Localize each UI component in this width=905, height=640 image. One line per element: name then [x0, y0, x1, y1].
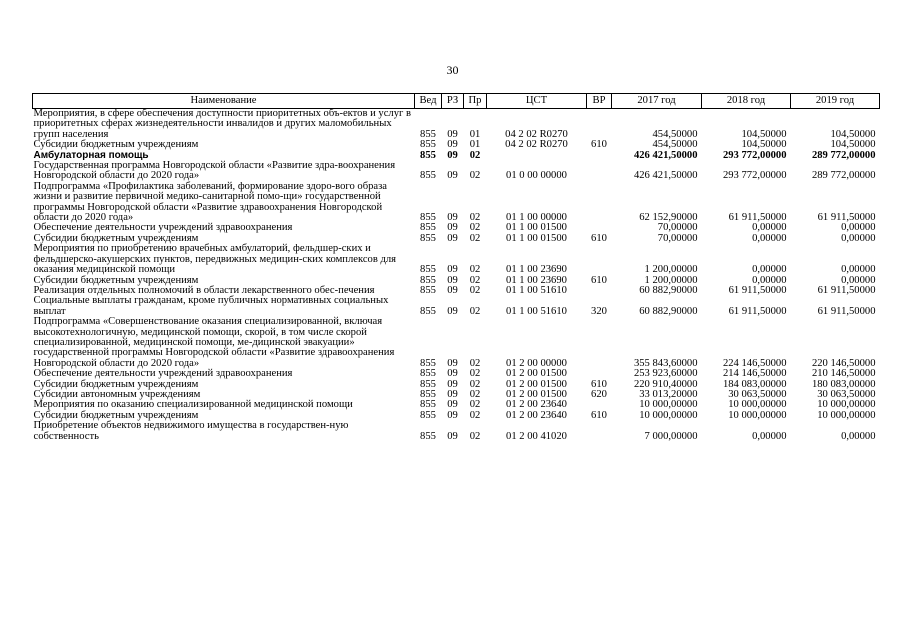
row-value-2018: 224 146,50000	[722, 357, 787, 369]
row-value-2017: 1 200,00000	[644, 264, 698, 276]
row-cst: 01 2 00 01500	[506, 378, 567, 390]
row-rz: 09	[447, 388, 458, 400]
row-value-2018: 30 063,50000	[728, 388, 787, 400]
row-ved: 855	[420, 212, 436, 224]
row-name: Социальные выплаты гражданам, кроме публичных нормативных социальных выплат	[33, 295, 389, 317]
row-rz: 09	[447, 409, 458, 421]
row-cst: 01 0 00 00000	[506, 170, 567, 182]
header-2019: 2019 год	[791, 94, 880, 109]
budget-table	[32, 93, 880, 442]
row-pr: 02	[469, 264, 481, 276]
row-vr	[587, 182, 612, 224]
row-cst: 01 2 00 23640	[506, 409, 567, 421]
row-cst: 01 1 00 23690	[506, 264, 567, 276]
row-vr	[587, 244, 612, 275]
header-ved: Вед	[415, 94, 442, 109]
row-value-2017: 10 000,00000	[639, 399, 698, 411]
row-vr	[587, 421, 612, 442]
row-pr: 02	[469, 149, 481, 161]
row-value-2017: 62 152,90000	[639, 212, 698, 224]
row-cst: 04 2 02 R0270	[505, 139, 568, 151]
row-rz: 09	[447, 139, 458, 151]
row-cst: 01 1 00 51610	[506, 305, 567, 317]
row-ved: 855	[420, 274, 436, 286]
row-pr: 02	[469, 368, 481, 380]
row-value-2019: 104,50000	[830, 139, 876, 151]
row-vr: 610	[591, 274, 607, 286]
row-value-2018: 0,00000	[752, 232, 787, 244]
row-pr: 02	[469, 232, 481, 244]
row-value-2017: 426 421,50000	[633, 170, 698, 182]
row-value-2017: 10 000,00000	[639, 409, 698, 421]
table-row	[33, 421, 880, 442]
row-ved: 855	[420, 128, 436, 140]
row-value-2017: 1 200,00000	[644, 274, 698, 286]
row-value-2019: 61 911,50000	[817, 212, 876, 224]
row-rz: 09	[447, 305, 458, 317]
row-cst: 01 2 00 41020	[506, 430, 567, 442]
row-cst: 01 1 00 01500	[506, 232, 567, 244]
row-cst: 01 2 00 01500	[506, 368, 567, 380]
header-2018: 2018 год	[702, 94, 791, 109]
row-value-2019: 0,00000	[841, 430, 876, 442]
row-value-2018: 0,00000	[752, 430, 787, 442]
row-vr	[587, 369, 612, 379]
row-value-2018: 0,00000	[752, 274, 787, 286]
row-ved: 855	[420, 399, 436, 411]
row-name: Субсидии бюджетным учреждениям	[33, 232, 199, 244]
row-ved: 855	[420, 430, 436, 442]
row-value-2017: 355 843,60000	[633, 357, 698, 369]
row-value-2019: 0,00000	[841, 222, 876, 234]
row-pr: 02	[469, 170, 481, 182]
row-pr: 02	[469, 212, 481, 224]
row-value-2018: 10 000,00000	[728, 409, 787, 421]
row-value-2019: 0,00000	[841, 232, 876, 244]
row-ved: 855	[420, 368, 436, 380]
row-ved: 855	[420, 305, 436, 317]
row-name: Субсидии бюджетным учреждениям	[33, 139, 199, 151]
row-name: Подпрограмма «Профилактика заболеваний, формирование здоро-вого образа жизни и развитие первичной медико-санитарной помо-щи» государственной программы Новгородской области «Развитие здравоохранения Новгородской области до 2020 года»	[33, 180, 387, 224]
header-2017: 2017 год	[612, 94, 702, 109]
row-value-2019: 61 911,50000	[817, 284, 876, 296]
row-name: Амбулаторная помощь	[33, 149, 149, 161]
row-ved: 855	[420, 170, 436, 182]
row-ved: 855	[420, 149, 436, 161]
row-value-2017: 253 923,60000	[633, 368, 698, 380]
row-name: Подпрограмма «Совершенствование оказания специализированной, включая высокотехнологичную, медицинской помощи, скорой, в том числе скорой специализированной, медицинской помощи, ме-дицинской эвакуации» государственной программы Новгородской области «Развитие здравоохранения Новгородской области до 2020 года»	[33, 316, 395, 369]
row-value-2018: 293 772,00000	[722, 149, 787, 161]
row-vr	[587, 161, 612, 182]
row-ved: 855	[420, 284, 436, 296]
row-pr: 02	[469, 399, 481, 411]
row-value-2019: 61 911,50000	[817, 305, 876, 317]
row-ved: 855	[420, 232, 436, 244]
row-pr: 02	[469, 274, 481, 286]
row-ved: 855	[420, 378, 436, 390]
row-value-2019: 180 083,00000	[811, 378, 876, 390]
row-cst: 01 2 00 01500	[506, 388, 567, 400]
table-header-row	[33, 94, 880, 109]
row-rz: 09	[447, 430, 458, 442]
row-name: Субсидии автономным учреждениям	[33, 388, 201, 400]
row-ved: 855	[420, 222, 436, 234]
row-ved: 855	[420, 139, 436, 151]
row-rz: 09	[447, 232, 458, 244]
row-rz: 09	[447, 378, 458, 390]
row-value-2018: 10 000,00000	[728, 399, 787, 411]
row-rz: 09	[447, 149, 458, 161]
row-cst: 01 1 00 01500	[506, 222, 567, 234]
row-value-2019: 220 146,50000	[811, 357, 876, 369]
row-cst: 01 2 00 23640	[506, 399, 567, 411]
row-name: Приобретение объектов недвижимого имущества в государствен-ную собственность	[33, 420, 349, 442]
row-name: Субсидии бюджетным учреждениям	[33, 378, 199, 390]
row-value-2017: 454,50000	[652, 139, 698, 151]
row-value-2019: 0,00000	[841, 264, 876, 276]
row-rz: 09	[447, 212, 458, 224]
row-vr	[587, 109, 612, 141]
row-cst: 01 1 00 51610	[506, 284, 567, 296]
row-vr: 620	[591, 388, 607, 400]
row-vr: 610	[591, 409, 607, 421]
row-ved: 855	[420, 264, 436, 276]
row-vr	[587, 317, 612, 369]
row-value-2019: 210 146,50000	[811, 368, 876, 380]
row-name: Обеспечение деятельности учреждений здравоохранения	[33, 368, 293, 380]
row-rz: 09	[447, 170, 458, 182]
row-value-2018: 0,00000	[752, 222, 787, 234]
row-ved: 855	[420, 357, 436, 369]
row-pr: 02	[469, 305, 481, 317]
row-vr: 610	[591, 378, 607, 390]
row-pr: 02	[469, 409, 481, 421]
row-value-2019: 30 063,50000	[817, 388, 876, 400]
row-ved: 855	[420, 388, 436, 400]
row-pr: 01	[469, 139, 481, 151]
row-cst: 01 1 00 00000	[506, 212, 567, 224]
row-value-2017: 454,50000	[652, 128, 698, 140]
row-vr: 610	[591, 139, 607, 151]
row-name: Мероприятия по оказанию специализированной медицинской помощи	[33, 399, 353, 411]
row-name: Реализация отдельных полномочий в области лекарственного обес-печения	[33, 284, 375, 296]
row-rz: 09	[447, 357, 458, 369]
row-value-2017: 220 910,40000	[633, 378, 698, 390]
table-row	[33, 161, 880, 182]
header-rz: РЗ	[442, 94, 464, 109]
row-rz: 09	[447, 128, 458, 140]
row-value-2019: 10 000,00000	[817, 399, 876, 411]
row-value-2017: 7 000,00000	[644, 430, 698, 442]
header-name: Наименование	[33, 94, 415, 109]
header-vr: ВР	[587, 94, 612, 109]
row-value-2018: 214 146,50000	[722, 368, 787, 380]
row-rz: 09	[447, 368, 458, 380]
table-row	[33, 109, 880, 141]
row-value-2019: 289 772,00000	[811, 170, 876, 182]
row-value-2019: 289 772,00000	[811, 149, 876, 161]
row-name: Субсидии бюджетным учреждениям	[33, 274, 199, 286]
row-value-2018: 0,00000	[752, 264, 787, 276]
row-name: Обеспечение деятельности учреждений здравоохранения	[33, 222, 293, 234]
row-cst: 04 2 02 R0270	[505, 128, 568, 140]
row-pr: 02	[469, 378, 481, 390]
row-name: Субсидии бюджетным учреждениям	[33, 409, 199, 421]
row-value-2018: 104,50000	[741, 128, 787, 140]
row-value-2017: 426 421,50000	[633, 149, 698, 161]
table-row	[33, 244, 880, 275]
row-value-2018: 184 083,00000	[722, 378, 787, 390]
row-rz: 09	[447, 399, 458, 411]
row-rz: 09	[447, 264, 458, 276]
row-vr	[587, 151, 612, 161]
table-row	[33, 182, 880, 224]
row-cst: 01 2 00 00000	[506, 357, 567, 369]
row-vr: 320	[591, 305, 607, 317]
page-number: 30	[446, 63, 459, 77]
row-pr: 02	[469, 357, 481, 369]
row-value-2017: 70,00000	[657, 222, 698, 234]
row-pr: 02	[469, 430, 481, 442]
row-value-2019: 0,00000	[841, 274, 876, 286]
table-row	[33, 317, 880, 369]
row-value-2017: 33 013,20000	[639, 388, 698, 400]
row-rz: 09	[447, 284, 458, 296]
row-rz: 09	[447, 274, 458, 286]
row-name: Мероприятия по приобретению врачебных амбулаторий, фельдшер-ских и фельдшерско-акушерских пунктов, передвижных медицин-ских комплексов для оказания медицинской помощи	[33, 243, 397, 276]
row-value-2017: 60 882,90000	[639, 284, 698, 296]
row-value-2019: 10 000,00000	[817, 409, 876, 421]
row-pr: 01	[469, 128, 481, 140]
row-pr: 02	[469, 222, 481, 234]
row-value-2018: 61 911,50000	[728, 305, 787, 317]
row-vr: 610	[591, 232, 607, 244]
row-value-2018: 104,50000	[741, 139, 787, 151]
row-pr: 02	[469, 284, 481, 296]
row-name: Государственная программа Новгородской области «Развитие здра-воохранения Новгородской области до 2020 года»	[33, 160, 396, 182]
row-cst	[487, 151, 587, 161]
row-value-2018: 61 911,50000	[728, 284, 787, 296]
row-vr	[587, 286, 612, 296]
row-pr: 02	[469, 388, 481, 400]
table-row	[33, 296, 880, 317]
table-row	[33, 369, 880, 379]
row-value-2017: 70,00000	[657, 232, 698, 244]
row-value-2019: 104,50000	[830, 128, 876, 140]
row-rz: 09	[447, 222, 458, 234]
row-value-2018: 61 911,50000	[728, 212, 787, 224]
row-value-2017: 60 882,90000	[639, 305, 698, 317]
row-cst: 01 1 00 23690	[506, 274, 567, 286]
header-cst: ЦСТ	[487, 94, 587, 109]
row-value-2018: 293 772,00000	[722, 170, 787, 182]
row-name: Мероприятия, в сфере обеспечения доступности приоритетных объ-ектов и услуг в приоритетных сферах жизнедеятельности инвалидов и других маломобильных групп населения	[33, 108, 412, 140]
row-ved: 855	[420, 409, 436, 421]
header-pr: Пр	[464, 94, 487, 109]
